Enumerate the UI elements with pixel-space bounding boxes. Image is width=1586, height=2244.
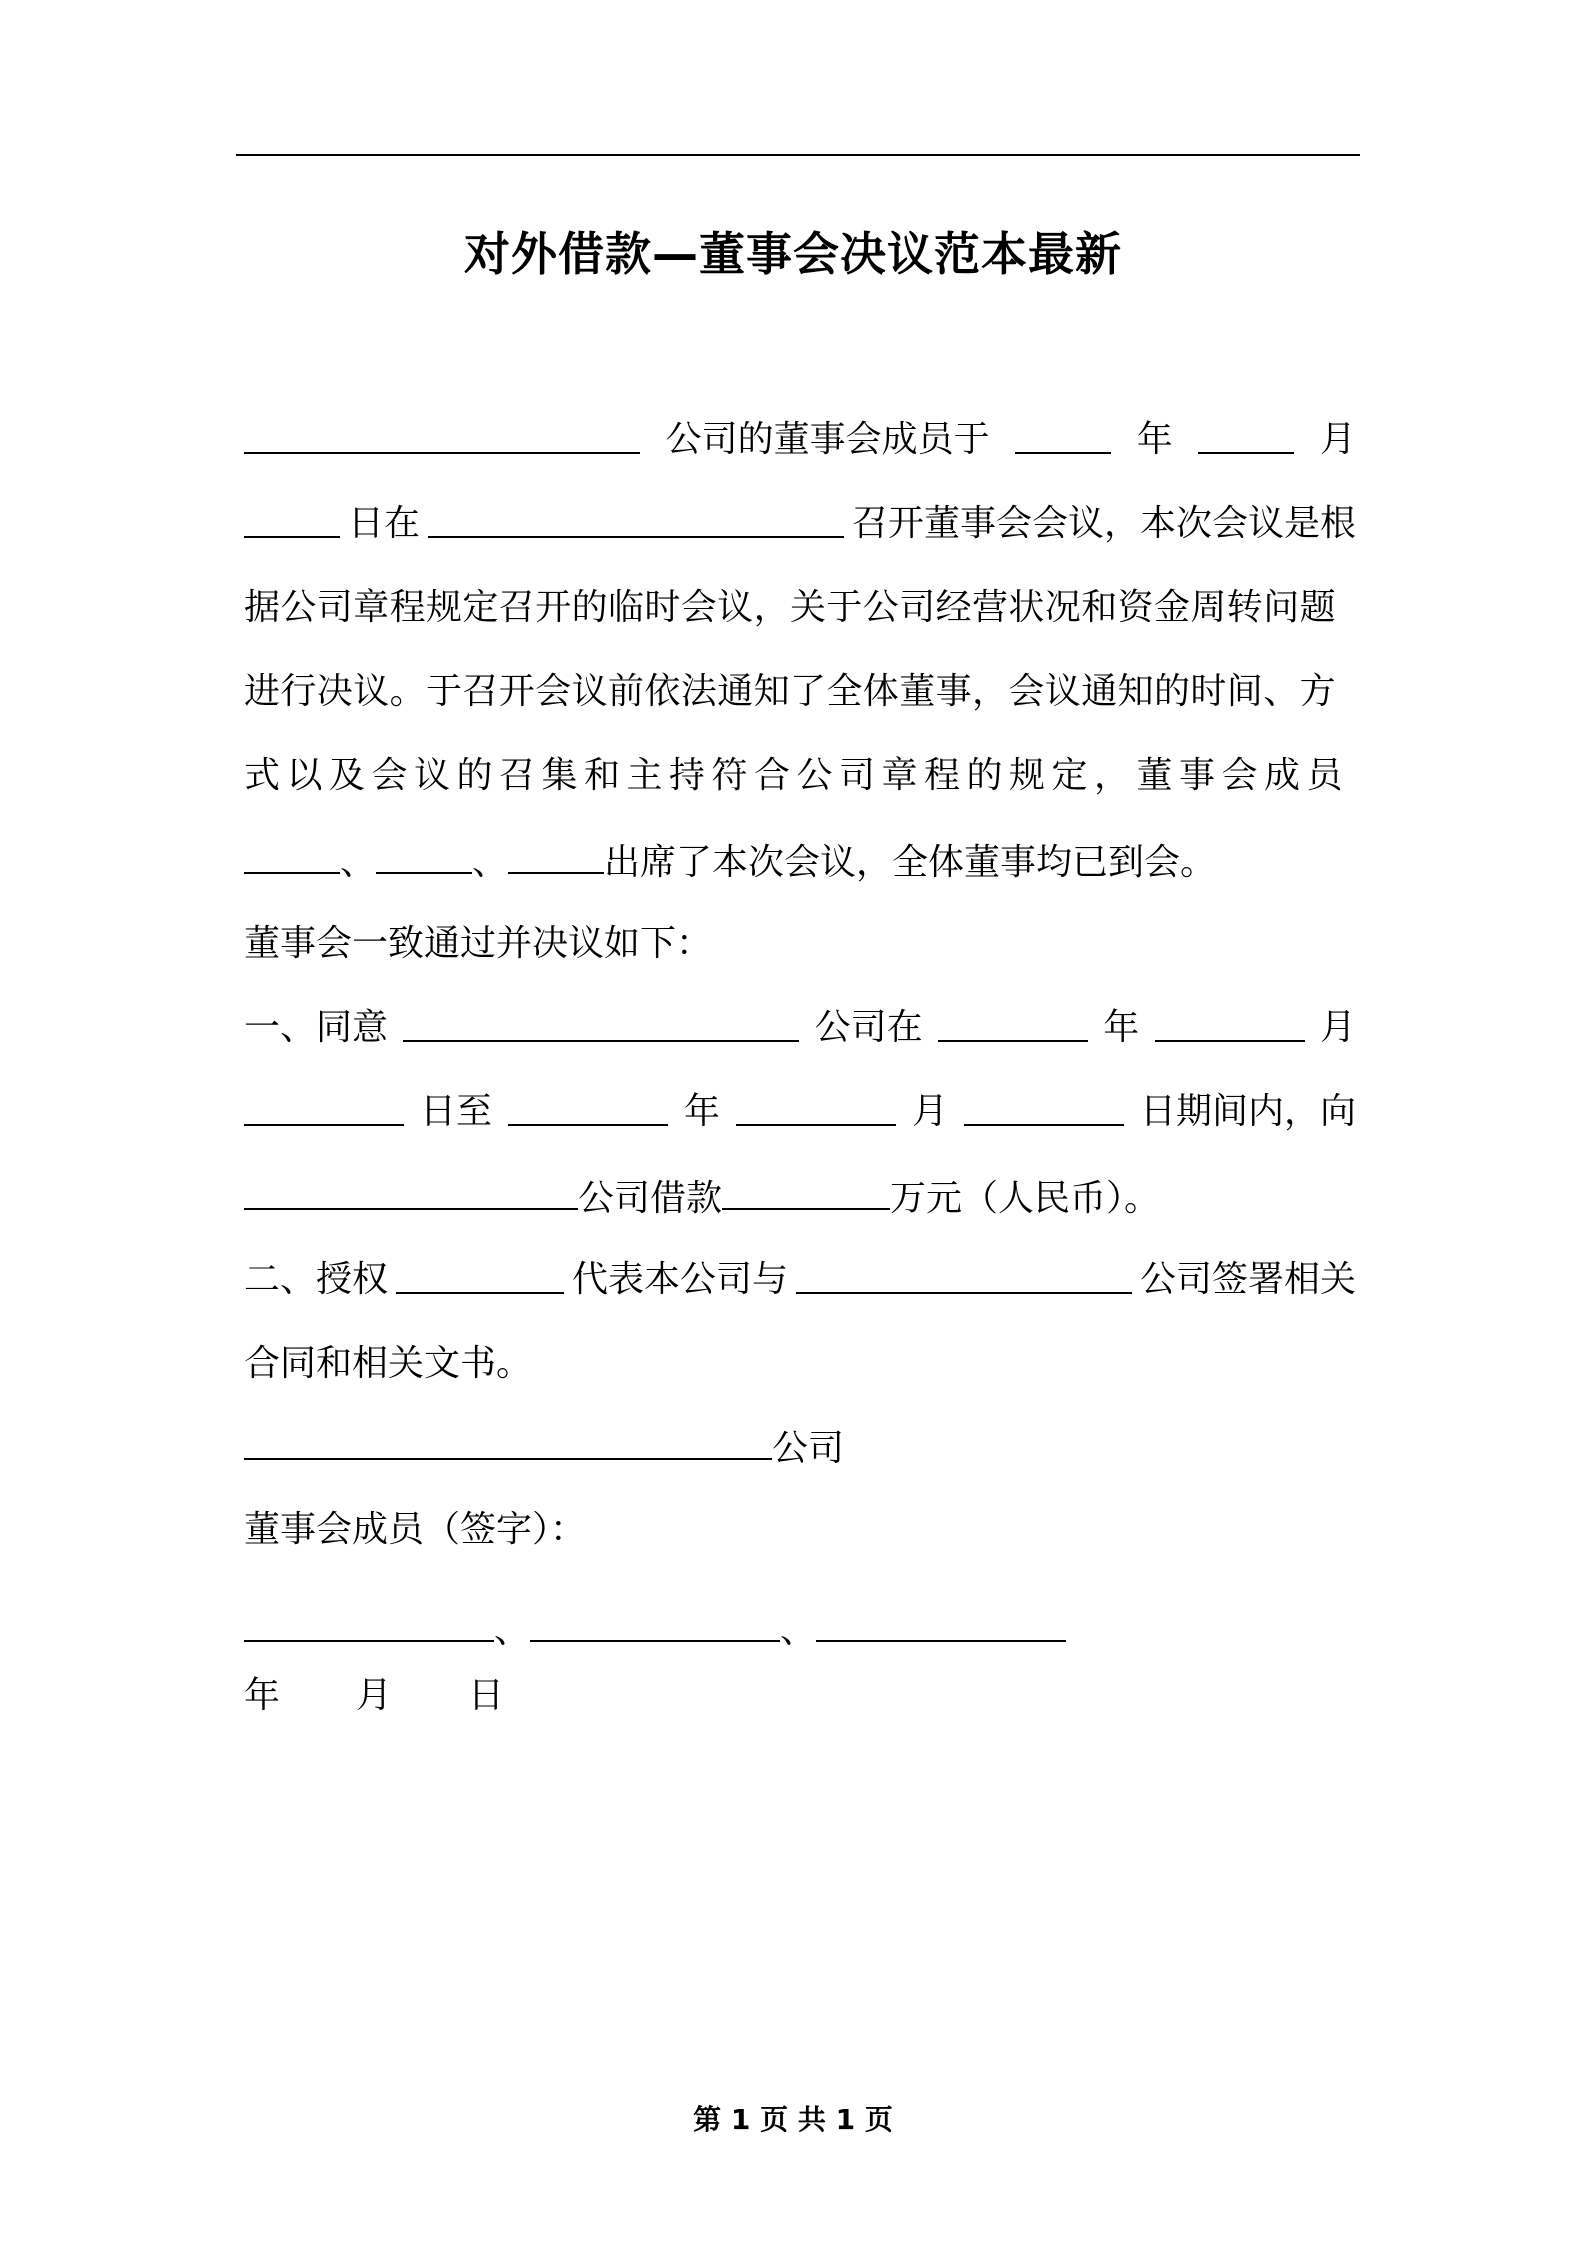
text-segment: 日至 [419,1091,492,1132]
blank-day[interactable] [244,1094,404,1126]
page-number: 第 1 页 共 1 页 [693,2103,893,2136]
blank-day[interactable] [244,506,340,538]
blank-amount[interactable] [722,1178,890,1210]
blank-company[interactable] [403,1010,799,1042]
company-line [244,1428,1356,1467]
text-segment: 一、同意 [244,1007,389,1048]
text-segment: 出席了本次会议，全体董事均已到会。 [604,842,1217,883]
blank-location[interactable] [428,506,844,538]
item1-line [244,1178,1356,1217]
blank-member-1[interactable] [244,842,340,874]
document-title: 对外借款—董事会决议范本最新 [464,227,1122,281]
members-sign-label: 董事会成员（签字）： [244,1509,587,1550]
text-segment: 日期间内，向 [1139,1091,1356,1132]
date-year-label: 年 [244,1675,281,1716]
text-segment: 年 [1136,419,1173,460]
text-segment: 年 [683,1091,720,1132]
blank-month-end[interactable] [736,1094,896,1126]
text-segment: 公司在 [814,1007,923,1048]
blank-month[interactable] [1155,1010,1305,1042]
blank-company-signature[interactable] [244,1428,772,1460]
text-segment: 、 [472,842,509,883]
text-segment: 、 [780,1610,817,1651]
date-month-label: 月 [356,1675,393,1716]
blank-signature-1[interactable] [244,1610,494,1642]
blank-year[interactable] [938,1010,1088,1042]
blank-company-name[interactable] [244,422,640,454]
text-segment: 日在 [347,503,420,544]
paragraph-line: 式以及会议的召集和主持符合公司章程的规定，董事会成员 [244,755,1350,796]
blank-signature-3[interactable] [816,1610,1066,1642]
item1-line [244,1007,1356,1048]
paragraph-line: 进行决议。于召开会议前依法通知了全体董事，会议通知的时间、方 [244,671,1337,712]
paragraph-line [244,503,1356,544]
text-segment: 月 [1319,1007,1356,1048]
text-segment: 公司借款 [578,1178,723,1219]
text-segment: 年 [1103,1007,1140,1048]
signature-line [244,1610,1356,1649]
text-segment: 、 [494,1610,531,1651]
text-segment: 、 [340,842,377,883]
blank-year[interactable] [1015,422,1111,454]
header-rule [236,154,1360,156]
paragraph-line [244,419,1356,460]
text-segment: 代表本公司与 [571,1259,788,1300]
blank-lender-company[interactable] [244,1178,578,1210]
date-line [244,1675,1356,1716]
item2-line: 合同和相关文书。 [244,1343,533,1384]
blank-authorized-person[interactable] [396,1262,564,1294]
blank-member-2[interactable] [376,842,472,874]
text-segment: 二、授权 [244,1259,389,1300]
blank-day-end[interactable] [964,1094,1124,1126]
paragraph-line [244,842,1356,881]
resolved-heading: 董事会一致通过并决议如下： [244,923,713,964]
date-day-label: 日 [468,1675,505,1716]
blank-member-3[interactable] [508,842,604,874]
blank-month[interactable] [1198,422,1294,454]
text-segment: 月 [911,1091,948,1132]
text-segment: 公司签署相关 [1139,1259,1356,1300]
blank-year-end[interactable] [508,1094,668,1126]
text-segment: 万元（人民币）。 [890,1178,1161,1219]
item1-line [244,1091,1356,1132]
item2-line [244,1259,1356,1300]
text-segment: 公司 [772,1428,845,1469]
text-segment: 月 [1319,419,1356,460]
paragraph-line: 据公司章程规定召开的临时会议，关于公司经营状况和资金周转问题 [244,587,1337,628]
blank-counterparty[interactable] [796,1262,1132,1294]
text-segment: 召开董事会会议，本次会议是根 [851,503,1356,544]
text-segment: 公司的董事会成员于 [665,419,990,460]
blank-signature-2[interactable] [530,1610,780,1642]
